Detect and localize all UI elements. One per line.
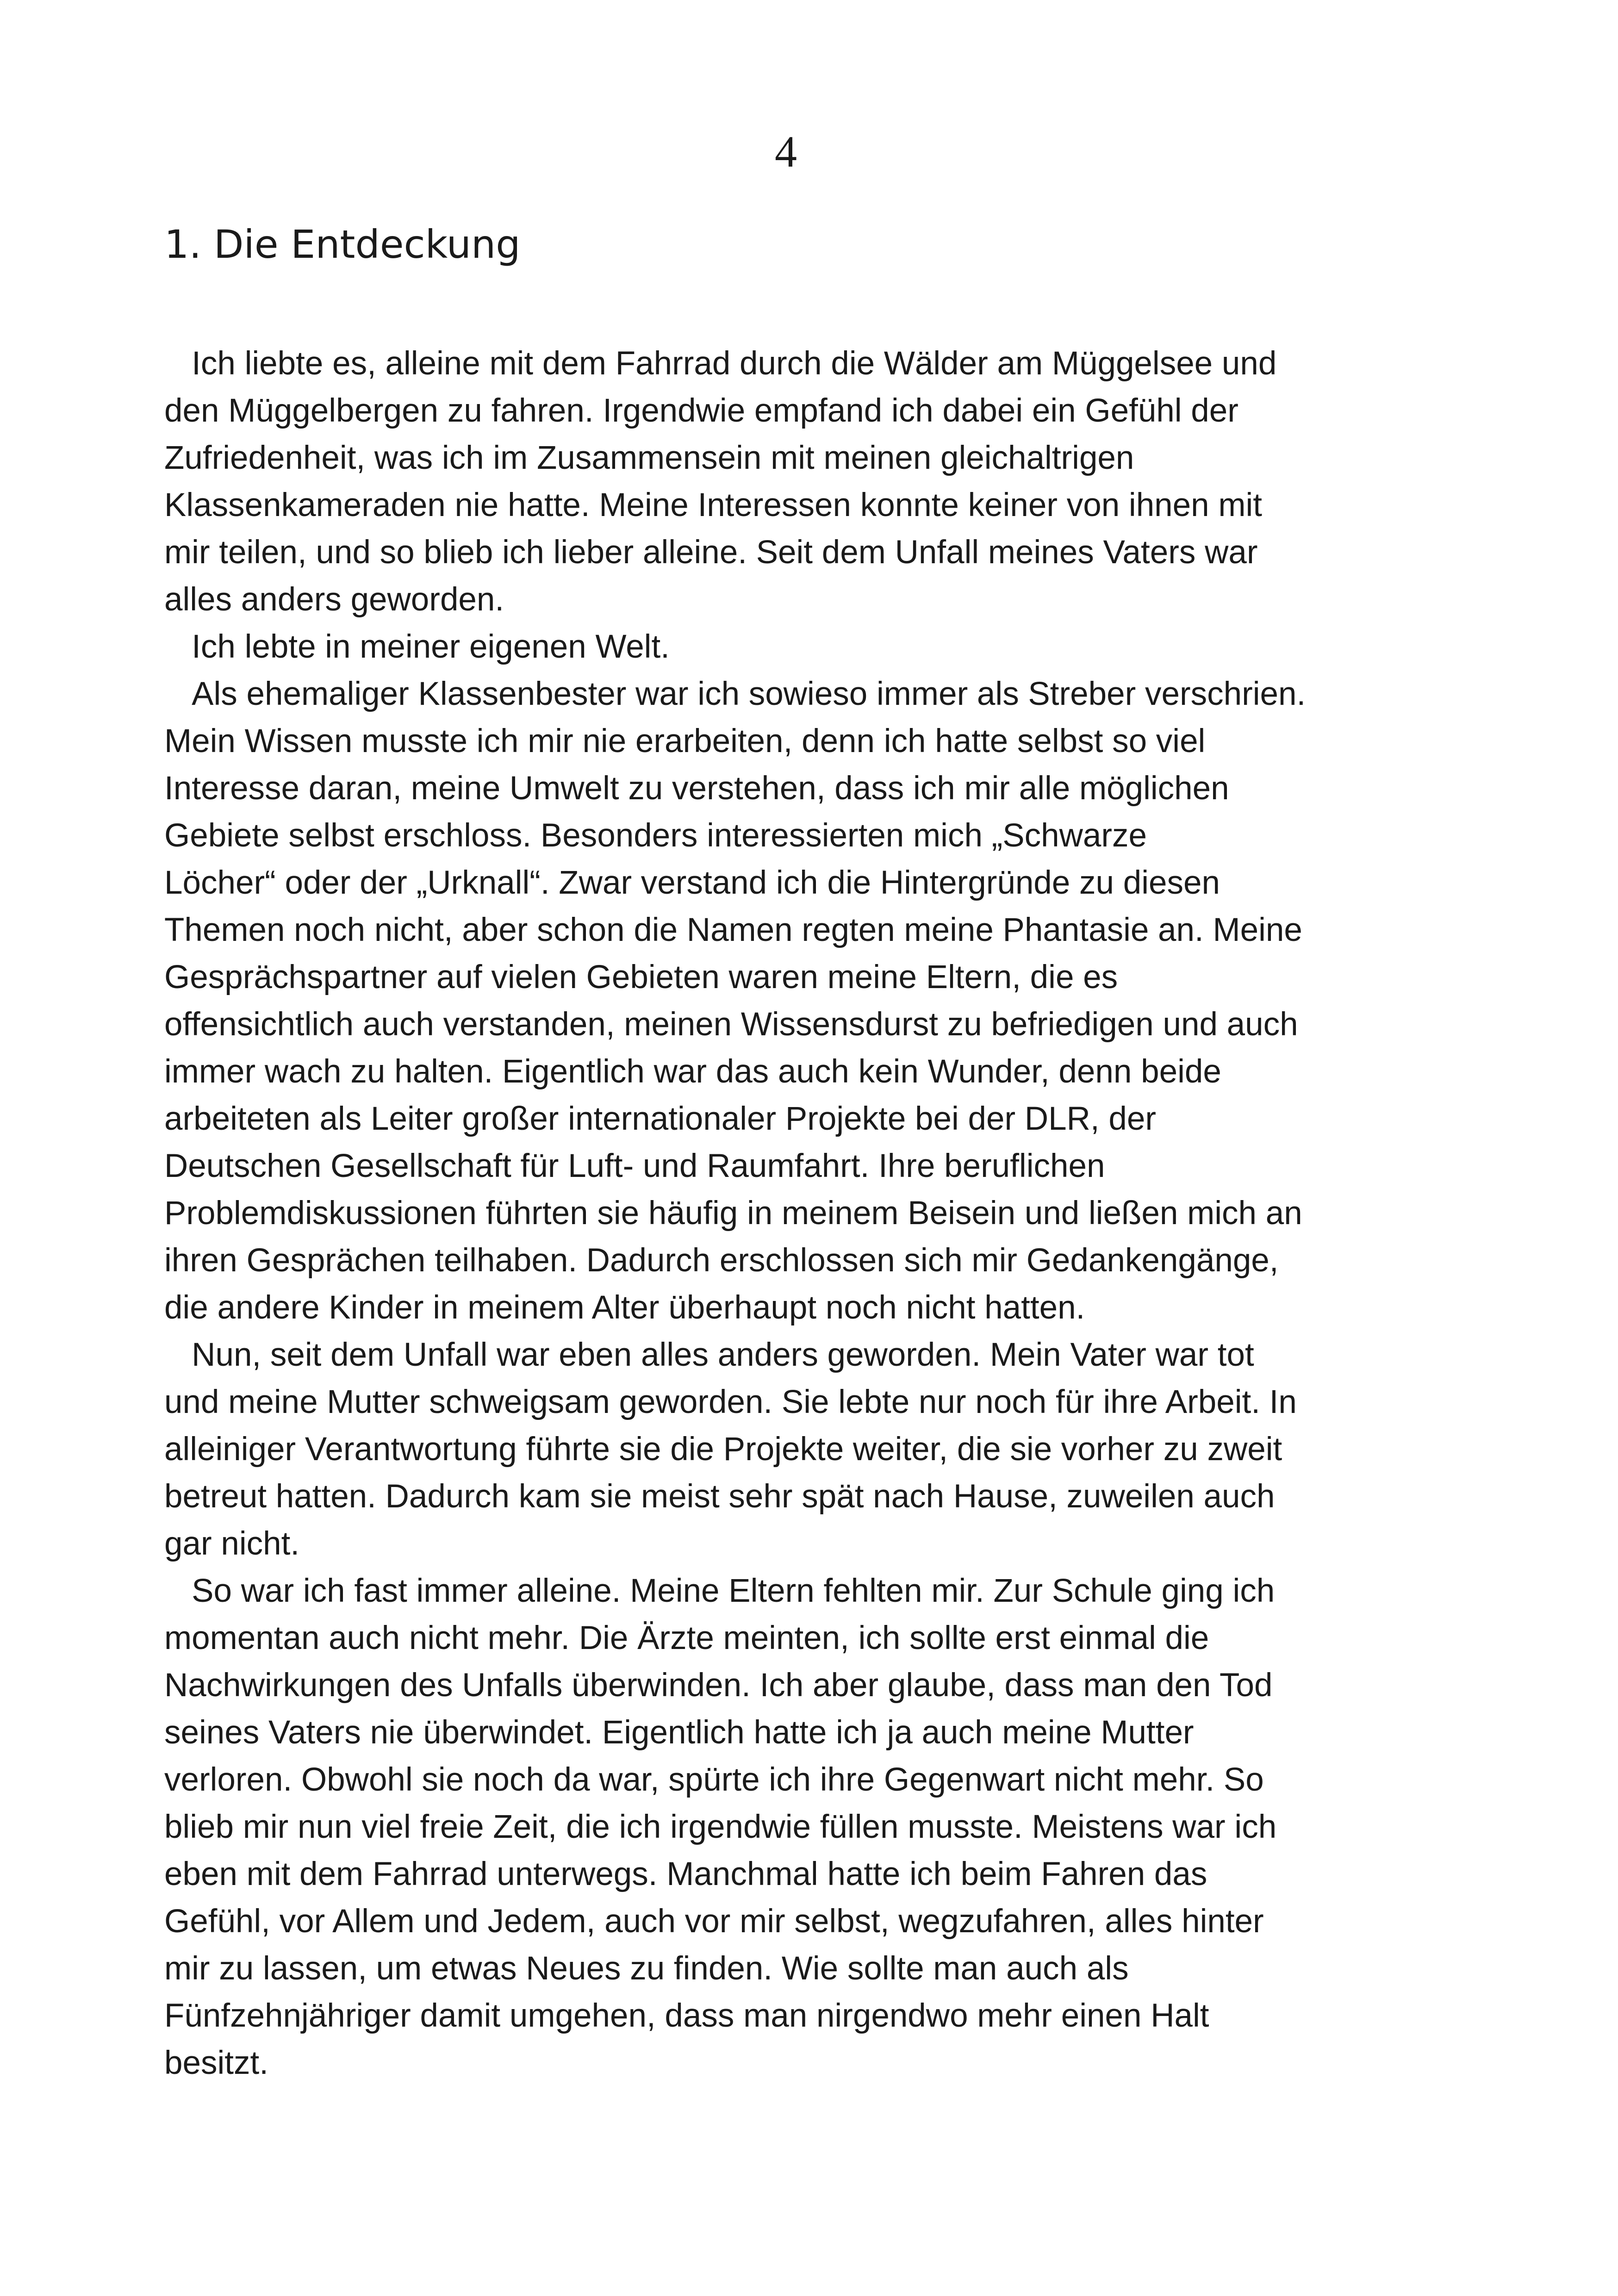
text-line: blieb mir nun viel freie Zeit, die ich irgendwie füllen musste. Meistens war ich bbox=[164, 1809, 1277, 1845]
text-line: momentan auch nicht mehr. Die Ärzte meinten, ich sollte erst einmal die bbox=[164, 1620, 1209, 1656]
text-line: Fünfzehnjähriger damit umgehen, dass man nirgendwo mehr einen Halt bbox=[164, 1997, 1209, 2034]
text-line: Als ehemaliger Klassenbester war ich sowieso immer als Streber verschrien. bbox=[164, 676, 1306, 712]
text-line: verloren. Obwohl sie noch da war, spürte ich ihre Gegenwart nicht mehr. So bbox=[164, 1761, 1264, 1798]
text-line: Klassenkameraden nie hatte. Meine Interessen konnte keiner von ihnen mit bbox=[164, 487, 1263, 523]
text-line: Gebiete selbst erschloss. Besonders interessierten mich „Schwarze bbox=[164, 817, 1147, 854]
text-line: und meine Mutter schweigsam geworden. Sie lebte nur noch für ihre Arbeit. In bbox=[164, 1384, 1297, 1420]
text-line: mir teilen, und so blieb ich lieber alleine. Seit dem Unfall meines Vaters war bbox=[164, 534, 1258, 571]
text-line: eben mit dem Fahrrad unterwegs. Manchmal hatte ich beim Fahren das bbox=[164, 1856, 1207, 1892]
text-line: arbeiteten als Leiter großer internationaler Projekte bei der DLR, der bbox=[164, 1101, 1156, 1137]
text-line: Nun, seit dem Unfall war eben alles anders geworden. Mein Vater war tot bbox=[164, 1337, 1254, 1373]
text-line: Interesse daran, meine Umwelt zu verstehen, dass ich mir alle möglichen bbox=[164, 770, 1229, 807]
text-line: Ich liebte es, alleine mit dem Fahrrad durch die Wälder am Müggelsee und bbox=[164, 345, 1277, 382]
text-line: offensichtlich auch verstanden, meinen Wissensdurst zu befriedigen und auch bbox=[164, 1006, 1298, 1043]
text-line: besitzt. bbox=[164, 2045, 268, 2081]
text-line: ihren Gesprächen teilhaben. Dadurch erschlossen sich mir Gedankengänge, bbox=[164, 1242, 1279, 1279]
text-line: Nachwirkungen des Unfalls überwinden. Ich aber glaube, dass man den Tod bbox=[164, 1667, 1273, 1704]
text-line: Themen noch nicht, aber schon die Namen regten meine Phantasie an. Meine bbox=[164, 912, 1302, 948]
text-line: Deutschen Gesellschaft für Luft- und Raumfahrt. Ihre beruflichen bbox=[164, 1148, 1105, 1184]
text-line: Ich lebte in meiner eigenen Welt. bbox=[164, 628, 670, 665]
text-line: alleiniger Verantwortung führte sie die Projekte weiter, die sie vorher zu zweit bbox=[164, 1431, 1282, 1468]
text-line: betreut hatten. Dadurch kam sie meist sehr spät nach Hause, zuweilen auch bbox=[164, 1478, 1275, 1515]
page-number: 4 bbox=[775, 127, 797, 176]
text-line: seines Vaters nie überwindet. Eigentlich hatte ich ja auch meine Mutter bbox=[164, 1714, 1194, 1751]
text-line: Gefühl, vor Allem und Jedem, auch vor mir selbst, wegzufahren, alles hinter bbox=[164, 1903, 1264, 1940]
text-line: So war ich fast immer alleine. Meine Eltern fehlten mir. Zur Schule ging ich bbox=[164, 1573, 1275, 1609]
text-line: Problemdiskussionen führten sie häufig in meinem Beisein und ließen mich an bbox=[164, 1195, 1302, 1232]
text-line: immer wach zu halten. Eigentlich war das auch kein Wunder, denn beide bbox=[164, 1053, 1221, 1090]
text-line: Mein Wissen musste ich mir nie erarbeiten, denn ich hatte selbst so viel bbox=[164, 723, 1206, 759]
text-line: mir zu lassen, um etwas Neues zu finden. Wie sollte man auch als bbox=[164, 1950, 1129, 1987]
text-line: Zufriedenheit, was ich im Zusammensein mit meinen gleichaltrigen bbox=[164, 440, 1134, 476]
chapter-heading: 1. Die Entdeckung bbox=[164, 222, 521, 267]
text-line: die andere Kinder in meinem Alter überhaupt noch nicht hatten. bbox=[164, 1289, 1085, 1326]
text-line: den Müggelbergen zu fahren. Irgendwie empfand ich dabei ein Gefühl der bbox=[164, 392, 1238, 429]
chapter-body bbox=[164, 340, 1576, 2087]
text-line: gar nicht. bbox=[164, 1525, 300, 1562]
text-line: alles anders geworden. bbox=[164, 581, 504, 618]
text-line: Löcher“ oder der „Urknall“. Zwar verstand ich die Hintergründe zu diesen bbox=[164, 865, 1220, 901]
text-line: Gesprächspartner auf vielen Gebieten waren meine Eltern, die es bbox=[164, 959, 1118, 996]
